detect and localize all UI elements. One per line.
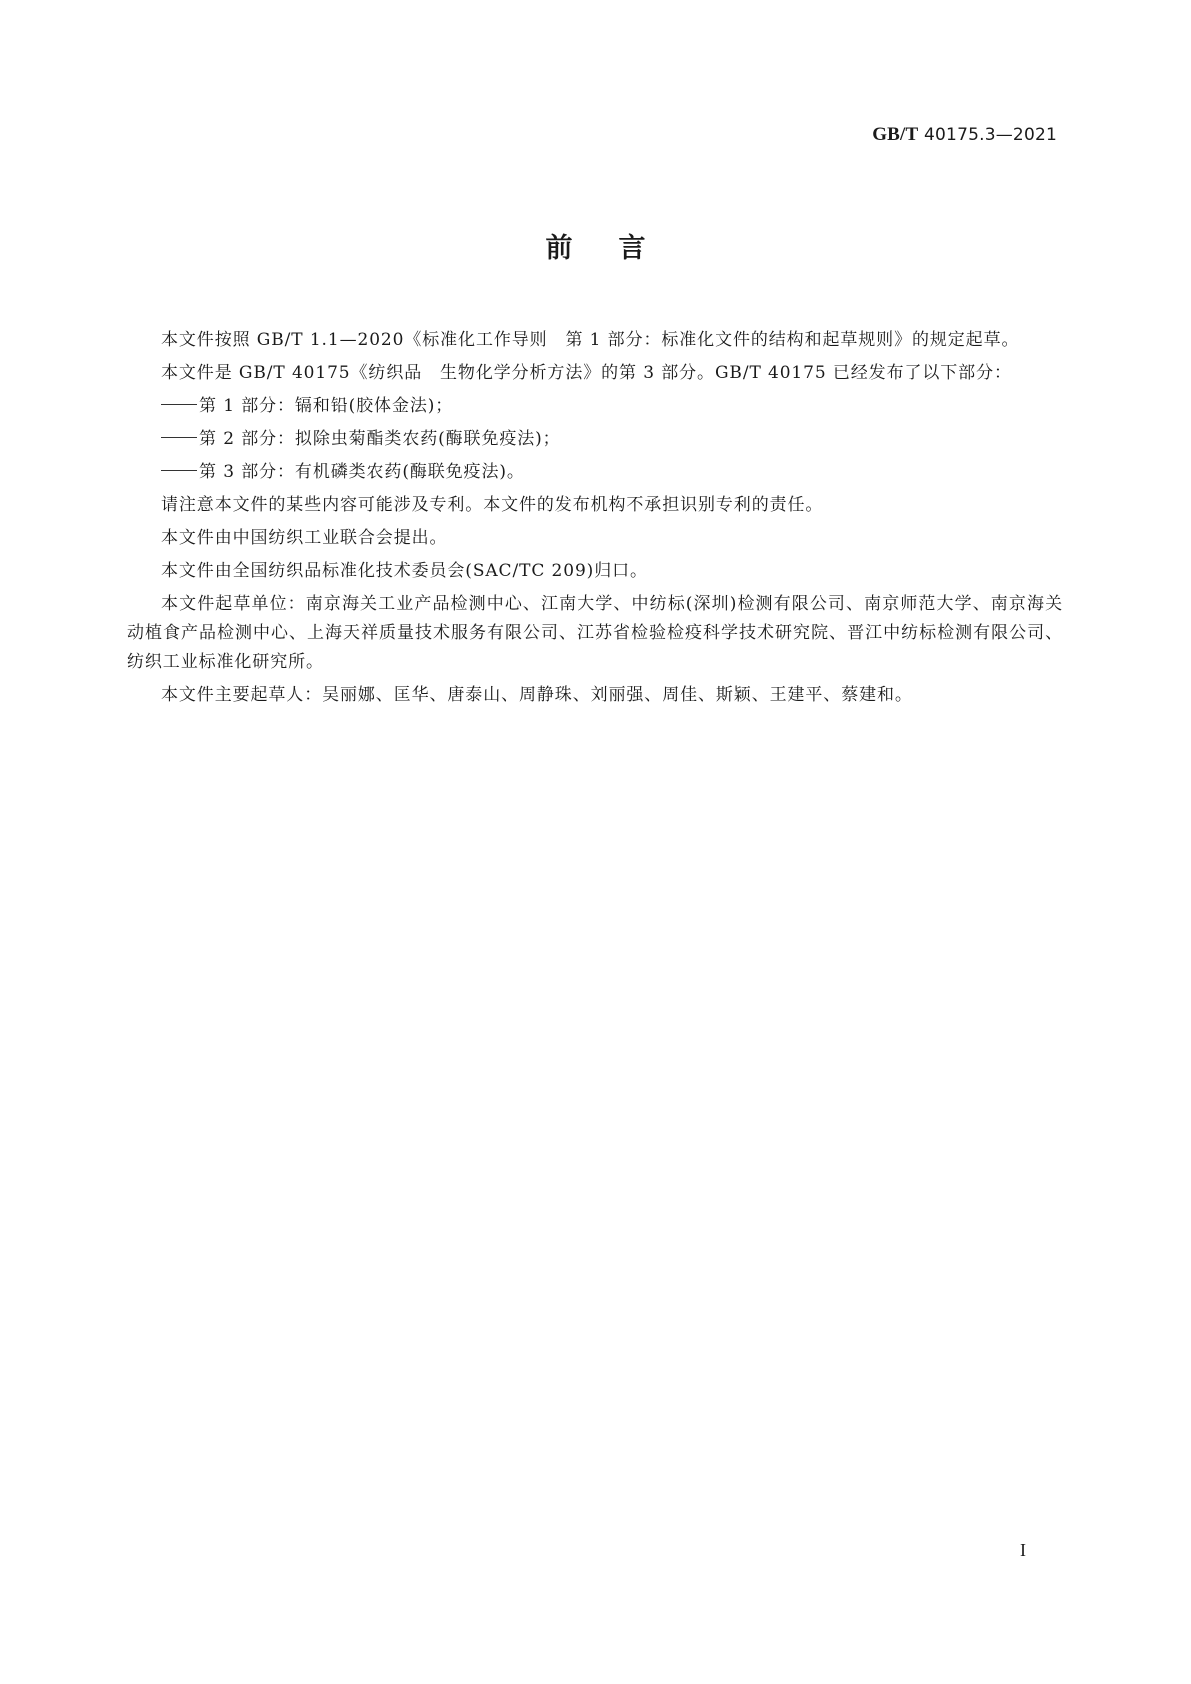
foreword-body xyxy=(127,326,1063,714)
em-dash-marker xyxy=(161,404,197,405)
standard-prefix: GB/T xyxy=(872,124,919,145)
list-item-text: 第 3 部分：有机磷类农药(酶联免疫法)。 xyxy=(199,462,525,482)
list-item-text: 第 2 部分：拟除虫菊酯类农药(酶联免疫法)； xyxy=(199,429,561,449)
paragraph-drafting-rules: 本文件按照 GB/T 1.1—2020《标准化工作导则 第 1 部分：标准化文件的结构和起草规则》的规定起草。 xyxy=(161,330,1020,350)
paragraph-drafting-units: 本文件起草单位：南京海关工业产品检测中心、江南大学、中纺标(深圳)检测有限公司、南京师范大学、南京海关动植食产品检测中心、上海天祥质量技术服务有限公司、江苏省检验检疫科学技术研究院、晋江中纺标检测有限公司、纺织工业标准化研究所。 xyxy=(127,594,1063,672)
standard-code-header xyxy=(872,124,1057,146)
list-item-part-1 xyxy=(127,392,1063,421)
paragraph-administered-by: 本文件由全国纺织品标准化技术委员会(SAC/TC 209)归口。 xyxy=(161,561,648,581)
standard-number: 40175.3—2021 xyxy=(918,125,1057,145)
list-item-part-3 xyxy=(127,458,1063,487)
em-dash-marker xyxy=(161,470,197,471)
paragraph-proposed-by: 本文件由中国纺织工业联合会提出。 xyxy=(161,528,448,548)
paragraph-patent-notice: 请注意本文件的某些内容可能涉及专利。本文件的发布机构不承担识别专利的责任。 xyxy=(161,495,824,515)
em-dash-marker xyxy=(161,437,197,438)
paragraph-parts-intro: 本文件是 GB/T 40175《纺织品 生物化学分析方法》的第 3 部分。GB/T 40175 已经发布了以下部分： xyxy=(161,363,1012,383)
list-item-text: 第 1 部分：镉和铅(胶体金法)； xyxy=(199,396,454,416)
page-number: I xyxy=(1020,1540,1026,1560)
page-title: 前言 xyxy=(545,233,692,264)
list-item-part-2 xyxy=(127,425,1063,454)
paragraph-main-drafters: 本文件主要起草人：吴丽娜、匡华、唐泰山、周静珠、刘丽强、周佳、斯颖、王建平、蔡建和。 xyxy=(161,685,913,705)
